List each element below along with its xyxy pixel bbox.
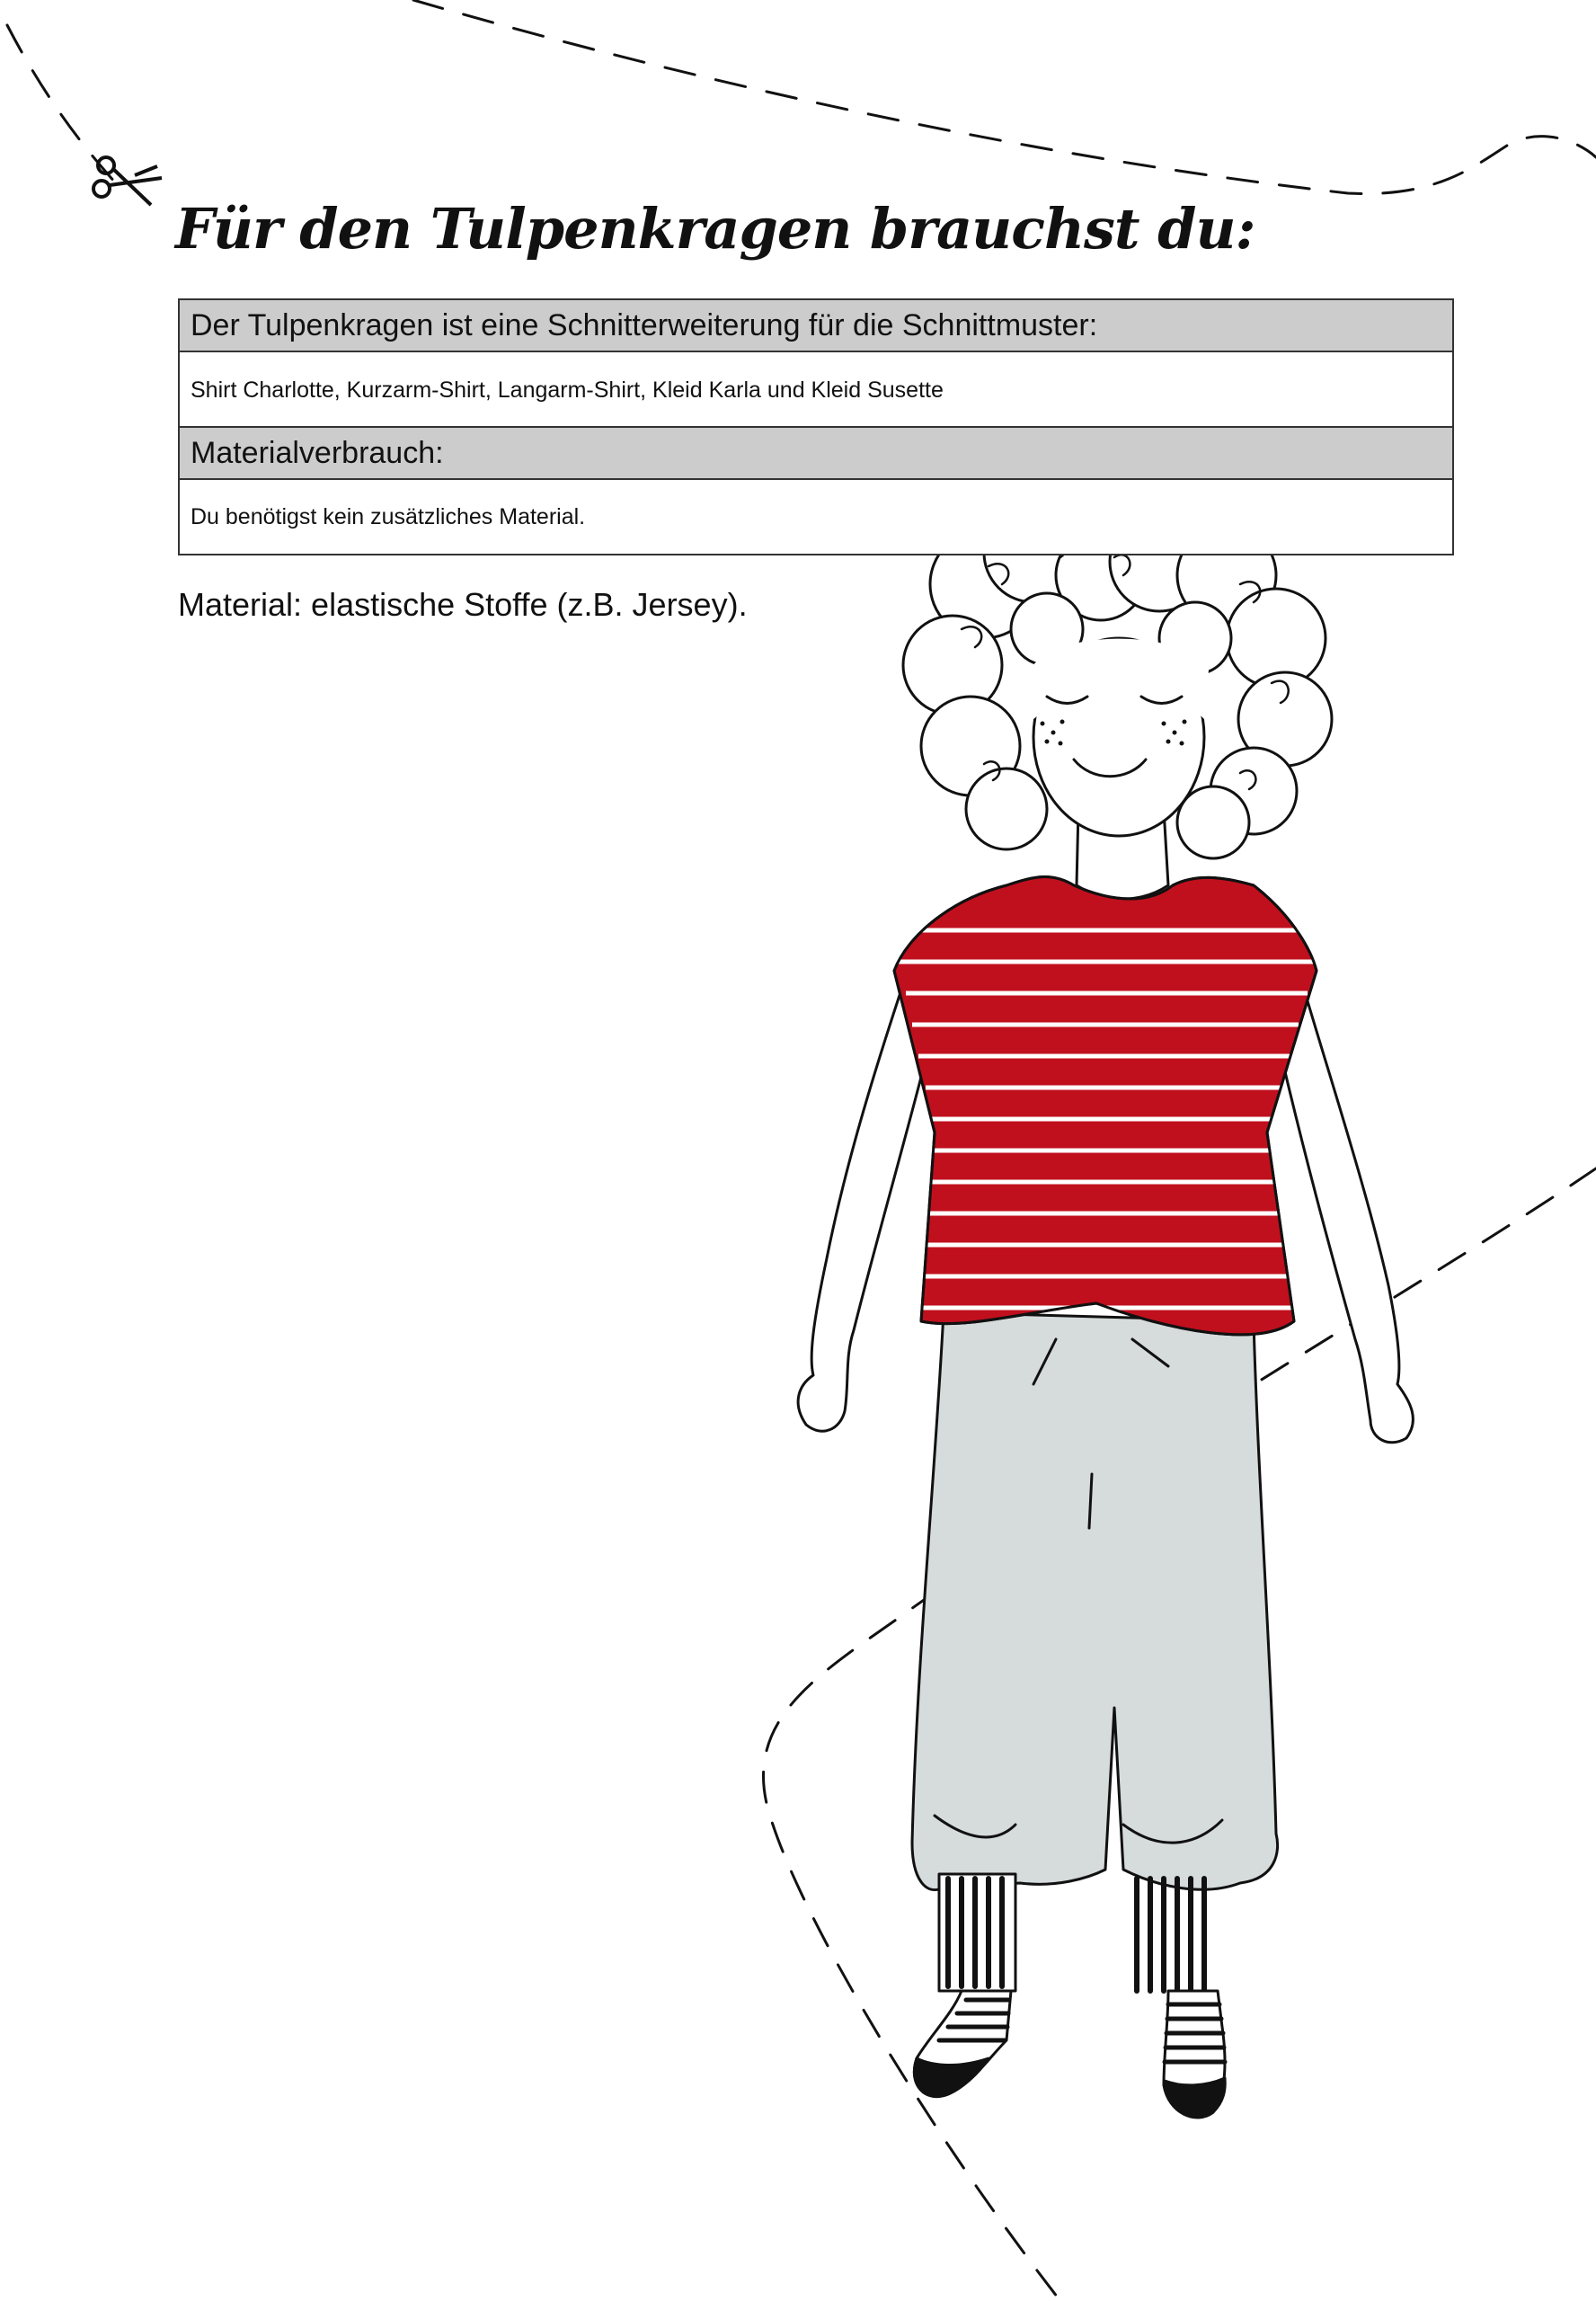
- table-header-material-usage: Materialverbrauch:: [180, 428, 1452, 480]
- table-body-material-note: Du benötigst kein zusätzliches Material.: [180, 480, 1452, 554]
- info-table: [178, 298, 1454, 555]
- child-illustration: [798, 503, 1413, 2118]
- material-note: Material: elastische Stoffe (z.B. Jersey).: [178, 586, 748, 623]
- scissors-icon: [93, 157, 162, 205]
- table-header-pattern-extension: Der Tulpenkragen ist eine Schnitterweiterung für die Schnittmuster:: [180, 300, 1452, 352]
- table-body-pattern-list: Shirt Charlotte, Kurzarm-Shirt, Langarm-Shirt, Kleid Karla und Kleid Susette: [180, 352, 1452, 428]
- page-heading: Für den Tulpenkragen brauchst du:: [175, 196, 1255, 262]
